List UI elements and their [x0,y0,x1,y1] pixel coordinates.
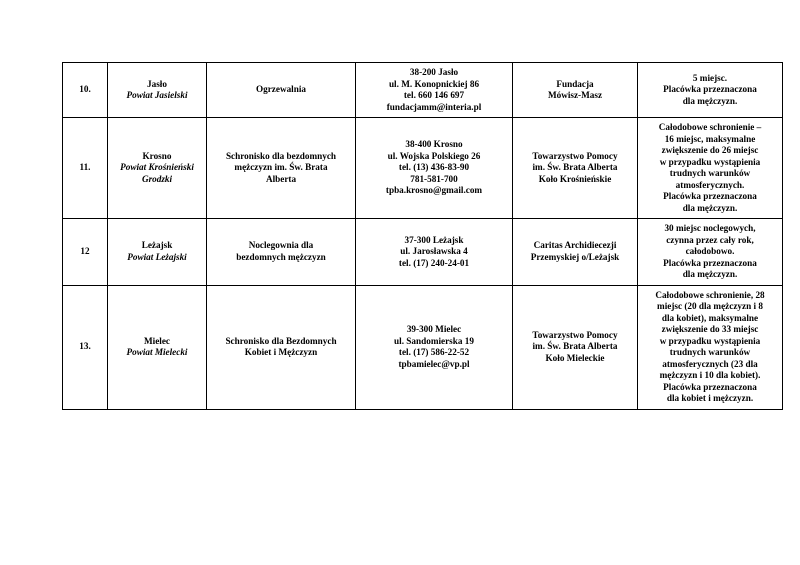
address-line: ul. Wojska Polskiego 26 [387,150,481,161]
notes-line: czynna przez cały rok, [666,234,754,245]
facility-line: Schronisko dla Bezdomnych [225,335,337,346]
county-name: Powiat Jasielski [126,90,188,100]
facility-line: Schronisko dla bezdomnych [225,150,337,161]
row-number: 10. [79,84,91,95]
address-line: 38-200 Jasło [409,67,459,77]
organization-line: Fundacja [556,78,594,89]
facility-cell [207,118,356,219]
organization-line: Caritas Archidiecezji [533,240,617,251]
address-line: tpbamielec@vp.pl [398,358,470,369]
row-number-cell [63,219,108,286]
notes-line: dla mężczyzn. [682,95,738,106]
facility-line: Noclegownia dla [248,240,314,251]
address-line: ul. M. Konopnickiej 86 [388,78,480,89]
notes-cell [638,219,783,286]
row-number: 12 [80,246,90,256]
organization-line: Koło Krośnieńskie [538,173,612,184]
table-body [63,63,783,410]
address-cell [356,118,513,219]
address-line: tpba.krosno@gmail.com [385,185,483,196]
table-row [63,285,783,409]
notes-cell [638,118,783,219]
facility-line: Ogrzewalnia [255,84,306,95]
city-cell [108,118,207,219]
facility-line: Alberta [265,173,297,184]
notes-cell [638,285,783,409]
organization-line: Towarzystwo Pomocy [532,150,618,161]
notes-line: w przypadku wystąpienia [659,156,761,167]
notes-line: zwiększenie do 33 miejsc [661,324,759,334]
notes-line: 16 miejsc, maksymalne [664,133,756,144]
city-name: Leżajsk [141,240,173,251]
row-number: 13. [79,341,91,352]
city-name: Krosno [142,150,172,161]
notes-cell [638,63,783,118]
address-line: 37-300 Leżajsk [404,234,464,245]
organization-cell [513,219,638,286]
notes-line: Placówka przeznaczona [663,257,757,268]
facility-line: mężczyzn im. Św. Brata [234,162,328,173]
organization-line: im. Św. Brata Alberta [532,162,618,173]
address-cell [356,219,513,286]
notes-line: dla mężczyzn. [682,269,738,279]
row-number-cell [63,285,108,409]
facility-cell [207,219,356,286]
organization-cell [513,118,638,219]
facility-cell [207,63,356,118]
organization-cell [513,63,638,118]
row-number-cell [63,63,108,118]
notes-line: trudnych warunków [669,347,751,357]
organization-line: im. Św. Brata Alberta [532,341,618,352]
facility-cell [207,285,356,409]
address-line: tel. 660 146 697 [403,90,465,100]
table-row [63,63,783,118]
city-cell [108,63,207,118]
city-cell [108,219,207,286]
notes-line: Całodobowe schronienie – [658,122,762,132]
shelters-table [62,62,783,410]
organization-line: Mówisz-Masz [547,90,603,100]
notes-line: atmosferycznych. [675,179,745,190]
notes-line: zwiększenie do 26 miejsc [661,145,759,155]
organization-line: Koło Mieleckie [545,352,605,363]
address-cell [356,63,513,118]
organization-line: Przemyskiej o/Leżajsk [530,251,620,262]
notes-line: mężczyzn i 10 dla kobiet). [659,370,761,380]
city-name: Mielec [143,335,170,346]
address-line: 781-581-700 [410,173,458,184]
organization-line: Towarzystwo Pomocy [532,329,618,340]
notes-line: 5 miejsc. [692,72,728,83]
notes-line: w przypadku wystąpienia [659,335,761,346]
notes-line: atmosferycznych (23 dla [662,358,758,369]
notes-line: dla mężczyzn. [682,202,738,213]
row-number-cell [63,118,108,219]
notes-line: Placówka przeznaczona [663,84,757,95]
notes-line: Placówka przeznaczona [663,381,757,392]
address-cell [356,285,513,409]
address-line: 39-300 Mielec [406,324,462,334]
county-name: Powiat Krośnieński Grodzki [120,162,194,184]
table-row [63,219,783,286]
address-line: tel. (17) 240-24-01 [398,257,470,268]
address-line: ul. Sandomierska 19 [394,335,474,346]
notes-line: 30 miejsc noclegowych, [664,223,756,233]
city-cell [108,285,207,409]
facility-line: Kobiet i Mężczyzn [244,347,318,357]
address-line: tel. (17) 586-22-52 [398,347,470,357]
city-name: Jasło [147,78,167,89]
notes-line: Placówka przeznaczona [663,191,757,201]
organization-cell [513,285,638,409]
county-name: Powiat Leżajski [127,251,187,262]
table-row [63,118,783,219]
facility-line: bezdomnych mężczyzn [236,251,326,262]
county-name: Powiat Mielecki [126,347,188,357]
address-line: fundacjamm@interia.pl [386,101,482,112]
row-number: 11. [79,162,91,173]
notes-line: dla kobiet i mężczyzn. [666,393,754,403]
notes-line: dla kobiet), maksymalne [661,312,759,323]
notes-line: miejsc (20 dla mężczyzn i 8 [657,301,763,311]
notes-line: Całodobowe schronienie, 28 [655,289,765,300]
address-line: tel. (13) 436-83-90 [398,162,470,173]
address-line: ul. Jarosławska 4 [400,246,468,256]
notes-line: trudnych warunków [669,168,751,178]
address-line: 38-400 Krosno [405,139,463,150]
notes-line: całodobowo. [685,246,735,256]
